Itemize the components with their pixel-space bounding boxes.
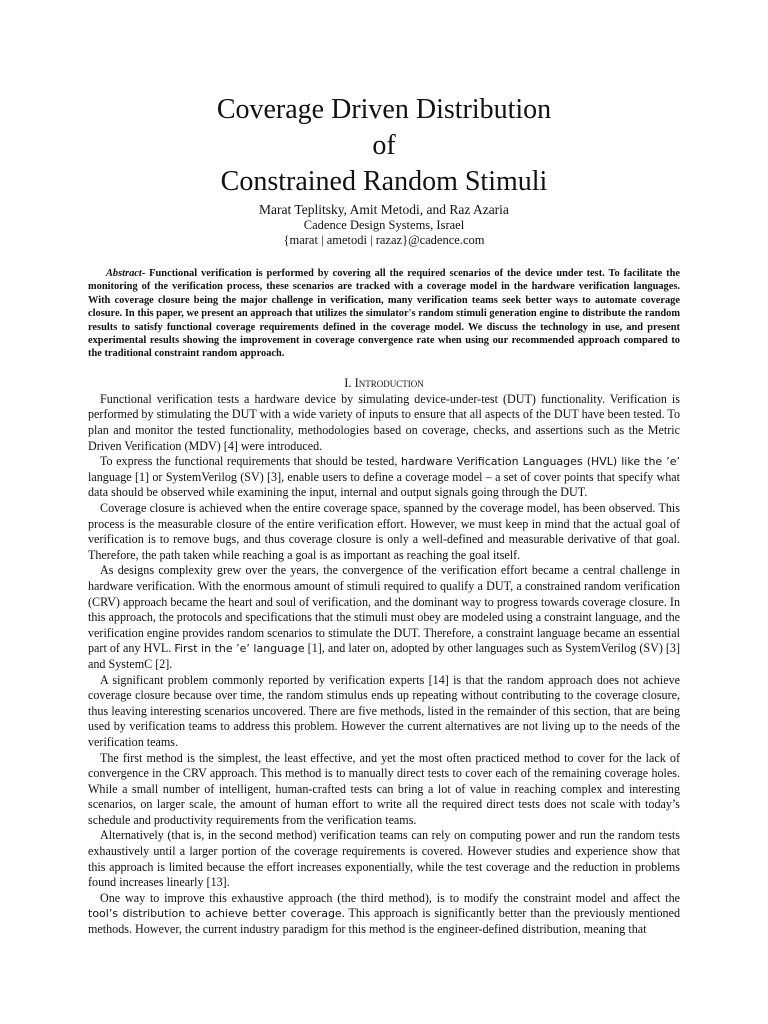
- paragraph-8-part-1: One way to improve this exhaustive approach (the third method), is to modify the constraint model and affect the: [100, 890, 680, 905]
- paragraph-2-part-3: language [1] or SystemVerilog (SV) [3], enable users to define a coverage model – a set of cover points that specify what data should be observed while examining the input, internal and output signals going through the DUT.: [88, 469, 680, 500]
- section-body: [88, 392, 680, 938]
- author-list: Marat Teplitsky, Amit Metodi, and Raz Azaria: [259, 202, 509, 217]
- paragraph-2: [88, 454, 680, 501]
- abstract: [88, 267, 680, 361]
- paragraph-7: Alternatively (that is, in the second method) verification teams can rely on computing power and run the random tests exhaustively until a larger portion of the coverage requirements is covered. However studies and experience show that this approach is limited because the effort increases exponentially, while the test coverage and the reduction in problems found increases linearly [13].: [88, 828, 680, 890]
- author-email: {marat | ametodi | razaz}@cadence.com: [283, 233, 485, 247]
- section-heading-introduction: [88, 376, 680, 391]
- abstract-text: Functional verification is performed by covering all the required scenarios of the device under test. To facilitate the monitoring of the verification process, these scenarios are tracked with a coverage model in the hardware verification languages. With coverage closure being the major challenge in verification, many verification teams seek better ways to automate coverage closure. In this paper, we present an approach that utilizes the simulator's random stimuli generation engine to distribute the random results to satisfy functional coverage requirements defined in the coverage model. We discuss the technology in use, and present experimental results showing the improvement in coverage convergence rate when using our recommended approach compared to the traditional constraint random approach.: [88, 268, 680, 360]
- paragraph-2-part-1: To express the functional requirements that should be tested,: [100, 454, 401, 469]
- paragraph-4-part-1: As designs complexity grew over the years, the convergence of the verification effort became a central challenge in hardware verification. With the enormous amount of stimuli required to qualify a DUT, a constrained random verification (CRV) approach became the heart and soul of verification, and the dominant way to progress towards coverage closure. In this approach, the protocols and specifications that the stimuli must obey are modeled using a constraint language, and the verification engine provides random scenarios to stimulate the DUT. Therefore, a constraint language became an essential part of any HVL.: [88, 563, 680, 656]
- paragraph-3: Coverage closure is achieved when the entire coverage space, spanned by the coverage model, has been observed. This process is the measurable closure of the entire verification effort. However, we must keep in mind that the actual goal of verification is to remove bugs, and thus coverage closure is only a well-defined and measurable derivative of that goal. Therefore, the path taken while reaching a goal is as important as reaching the goal itself.: [88, 501, 680, 562]
- title-line-2: of: [372, 130, 396, 161]
- paragraph-8: [88, 891, 680, 938]
- section-title: Introduction: [354, 375, 424, 390]
- paper-title: [88, 92, 680, 200]
- paragraph-8-distribution-phrase: tool’s distribution to achieve better coverage: [88, 907, 342, 921]
- paragraph-8-part-3: . This approach is significantly better than the previously mentioned methods. However, the current industry paradigm for this method is the engineer-defined distribution, meaning that: [88, 906, 680, 937]
- paragraph-2-hvl-phrase: hardware Verification Languages (HVL) like the ’e’: [400, 455, 680, 469]
- paper-page: [88, 92, 680, 938]
- abstract-label: Abstract: [106, 268, 142, 279]
- paragraph-4-part-3: [1], and later on, adopted by other languages such as SystemVerilog (SV) [3] and SystemC [2].: [88, 641, 680, 671]
- paragraph-1: Functional verification tests a hardware device by simulating device-under-test (DUT) functionality. Verification is performed by stimulating the DUT with a wide variety of inputs to ensure that all aspects of the DUT have been tested. To plan and monitor the tested functionality, methodologies based on coverage, checks, and assertions such as the Metric Driven Verification (MDV) [4] were introduced.: [88, 391, 680, 453]
- title-line-1: Coverage Driven Distribution: [216, 94, 552, 125]
- abstract-dash: -: [141, 268, 146, 279]
- paragraph-5: A significant problem commonly reported by verification experts [14] is that the random approach does not achieve coverage closure because over time, the random stimulus ends up repeating without contributing to the coverage closure, thus leaving interesting scenarios uncovered. There are five methods, listed in the remainder of this section, that are being used by verification teams to address this problem. However the current alternatives are not living up to the needs of the verification teams.: [88, 672, 680, 749]
- title-line-3: Constrained Random Stimuli: [220, 166, 548, 197]
- author-affiliation: Cadence Design Systems, Israel: [303, 218, 465, 232]
- section-number: I.: [344, 375, 352, 390]
- paragraph-6: The first method is the simplest, the least effective, and yet the most often practiced method to cover for the lack of convergence in the CRV approach. This method is to manually direct tests to cover each of the remaining coverage holes. While a small number of intelligent, human-crafted tests can bring a lot of value in reaching complex and interesting scenarios, on larger scale, the amount of human effort to write all the required direct tests does not scale with today’s schedule and productivity requirements from the verification teams.: [88, 750, 680, 827]
- paragraph-4-e-language-phrase: First in the ’e’ language: [174, 642, 305, 656]
- paragraph-4: [88, 563, 680, 672]
